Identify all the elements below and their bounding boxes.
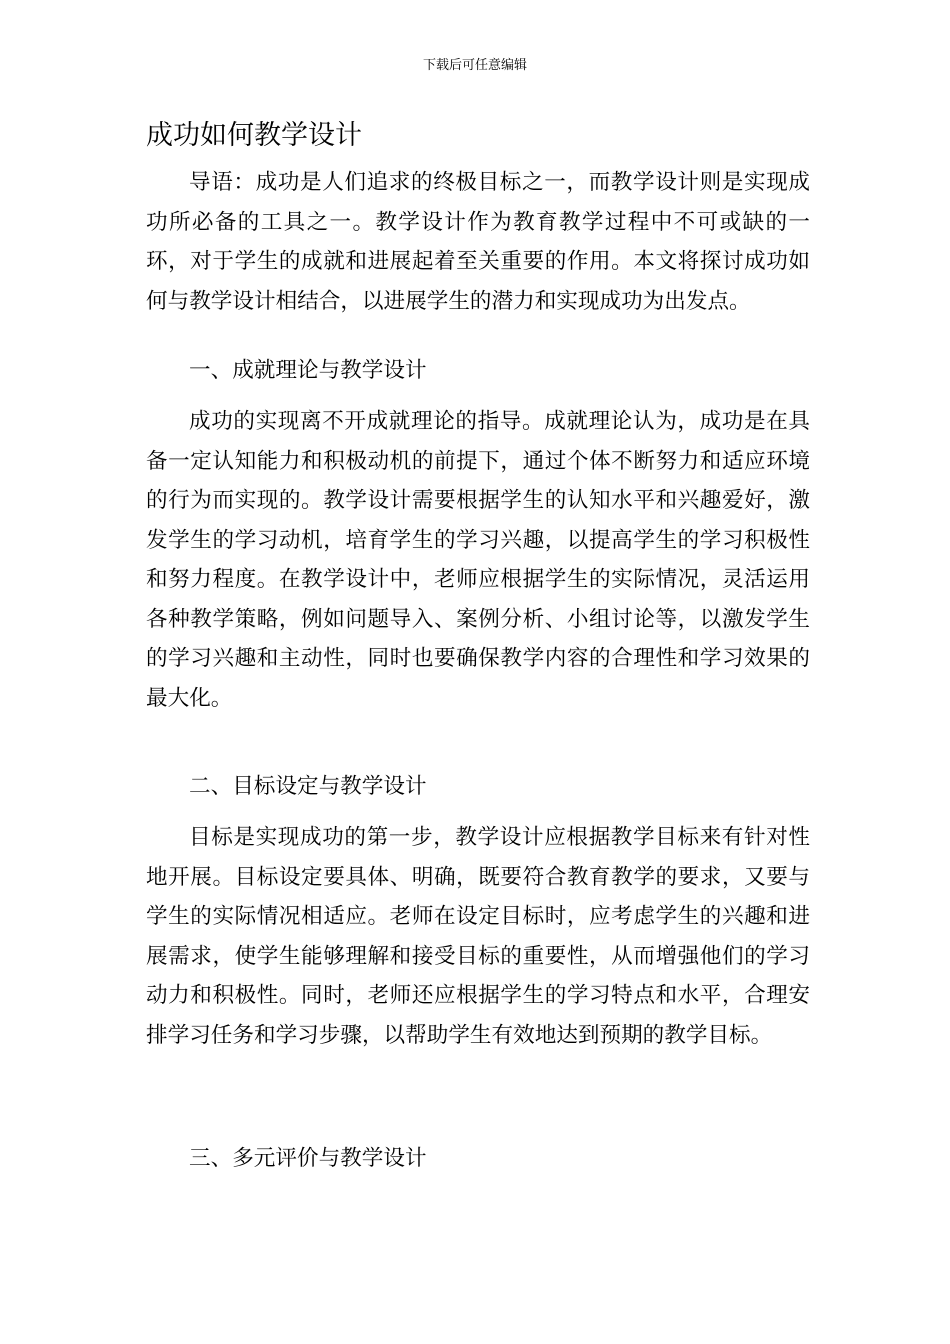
document-title: 成功如何教学设计 xyxy=(146,120,362,151)
header-note: 下载后可任意编辑 xyxy=(422,58,527,73)
section-heading-3: 三、多元评价与教学设计 xyxy=(189,1146,427,1171)
section-paragraph-1: 成功的实现离不开成就理论的指导。成就理论认为，成功是在具备一定认知能力和积极动机的前提下，通过个体不断努力和适应环境的行为而实现的。教学设计需要根据学生的认知水平和兴趣爱好，激发学生的学习动机，培育学生的学习兴趣，以提高学生的学习积极性和努力程度。在教学设计中，老师应根据学生的实际情况，灵活运用各种教学策略，例如问题导入、案例分析、小组讨论等，以激发学生的学习兴趣和主动性，同时也要确保教学内容的合理性和学习效果的最大化。 xyxy=(146,409,810,711)
section-paragraph-2: 目标是实现成功的第一步，教学设计应根据教学目标来有针对性地开展。目标设定要具体、明确，既要符合教育教学的要求，又要与学生的实际情况相适应。老师在设定目标时，应考虑学生的兴趣和进展需求，使学生能够理解和接受目标的重要性，从而增强他们的学习动力和积极性。同时，老师还应根据学生的学习特点和水平，合理安排学习任务和学习步骤，以帮助学生有效地达到预期的教学目标。 xyxy=(146,825,810,1048)
section-heading-1: 一、成就理论与教学设计 xyxy=(189,358,427,383)
section-heading-2: 二、目标设定与教学设计 xyxy=(189,774,427,799)
intro-paragraph: 导语：成功是人们追求的终极目标之一，而教学设计则是实现成功所必备的工具之一。教学设计作为教育教学过程中不可或缺的一环，对于学生的成就和进展起着至关重要的作用。本文将探讨成功如何与教学设计相结合，以进展学生的潜力和实现成功为出发点。 xyxy=(146,170,810,314)
